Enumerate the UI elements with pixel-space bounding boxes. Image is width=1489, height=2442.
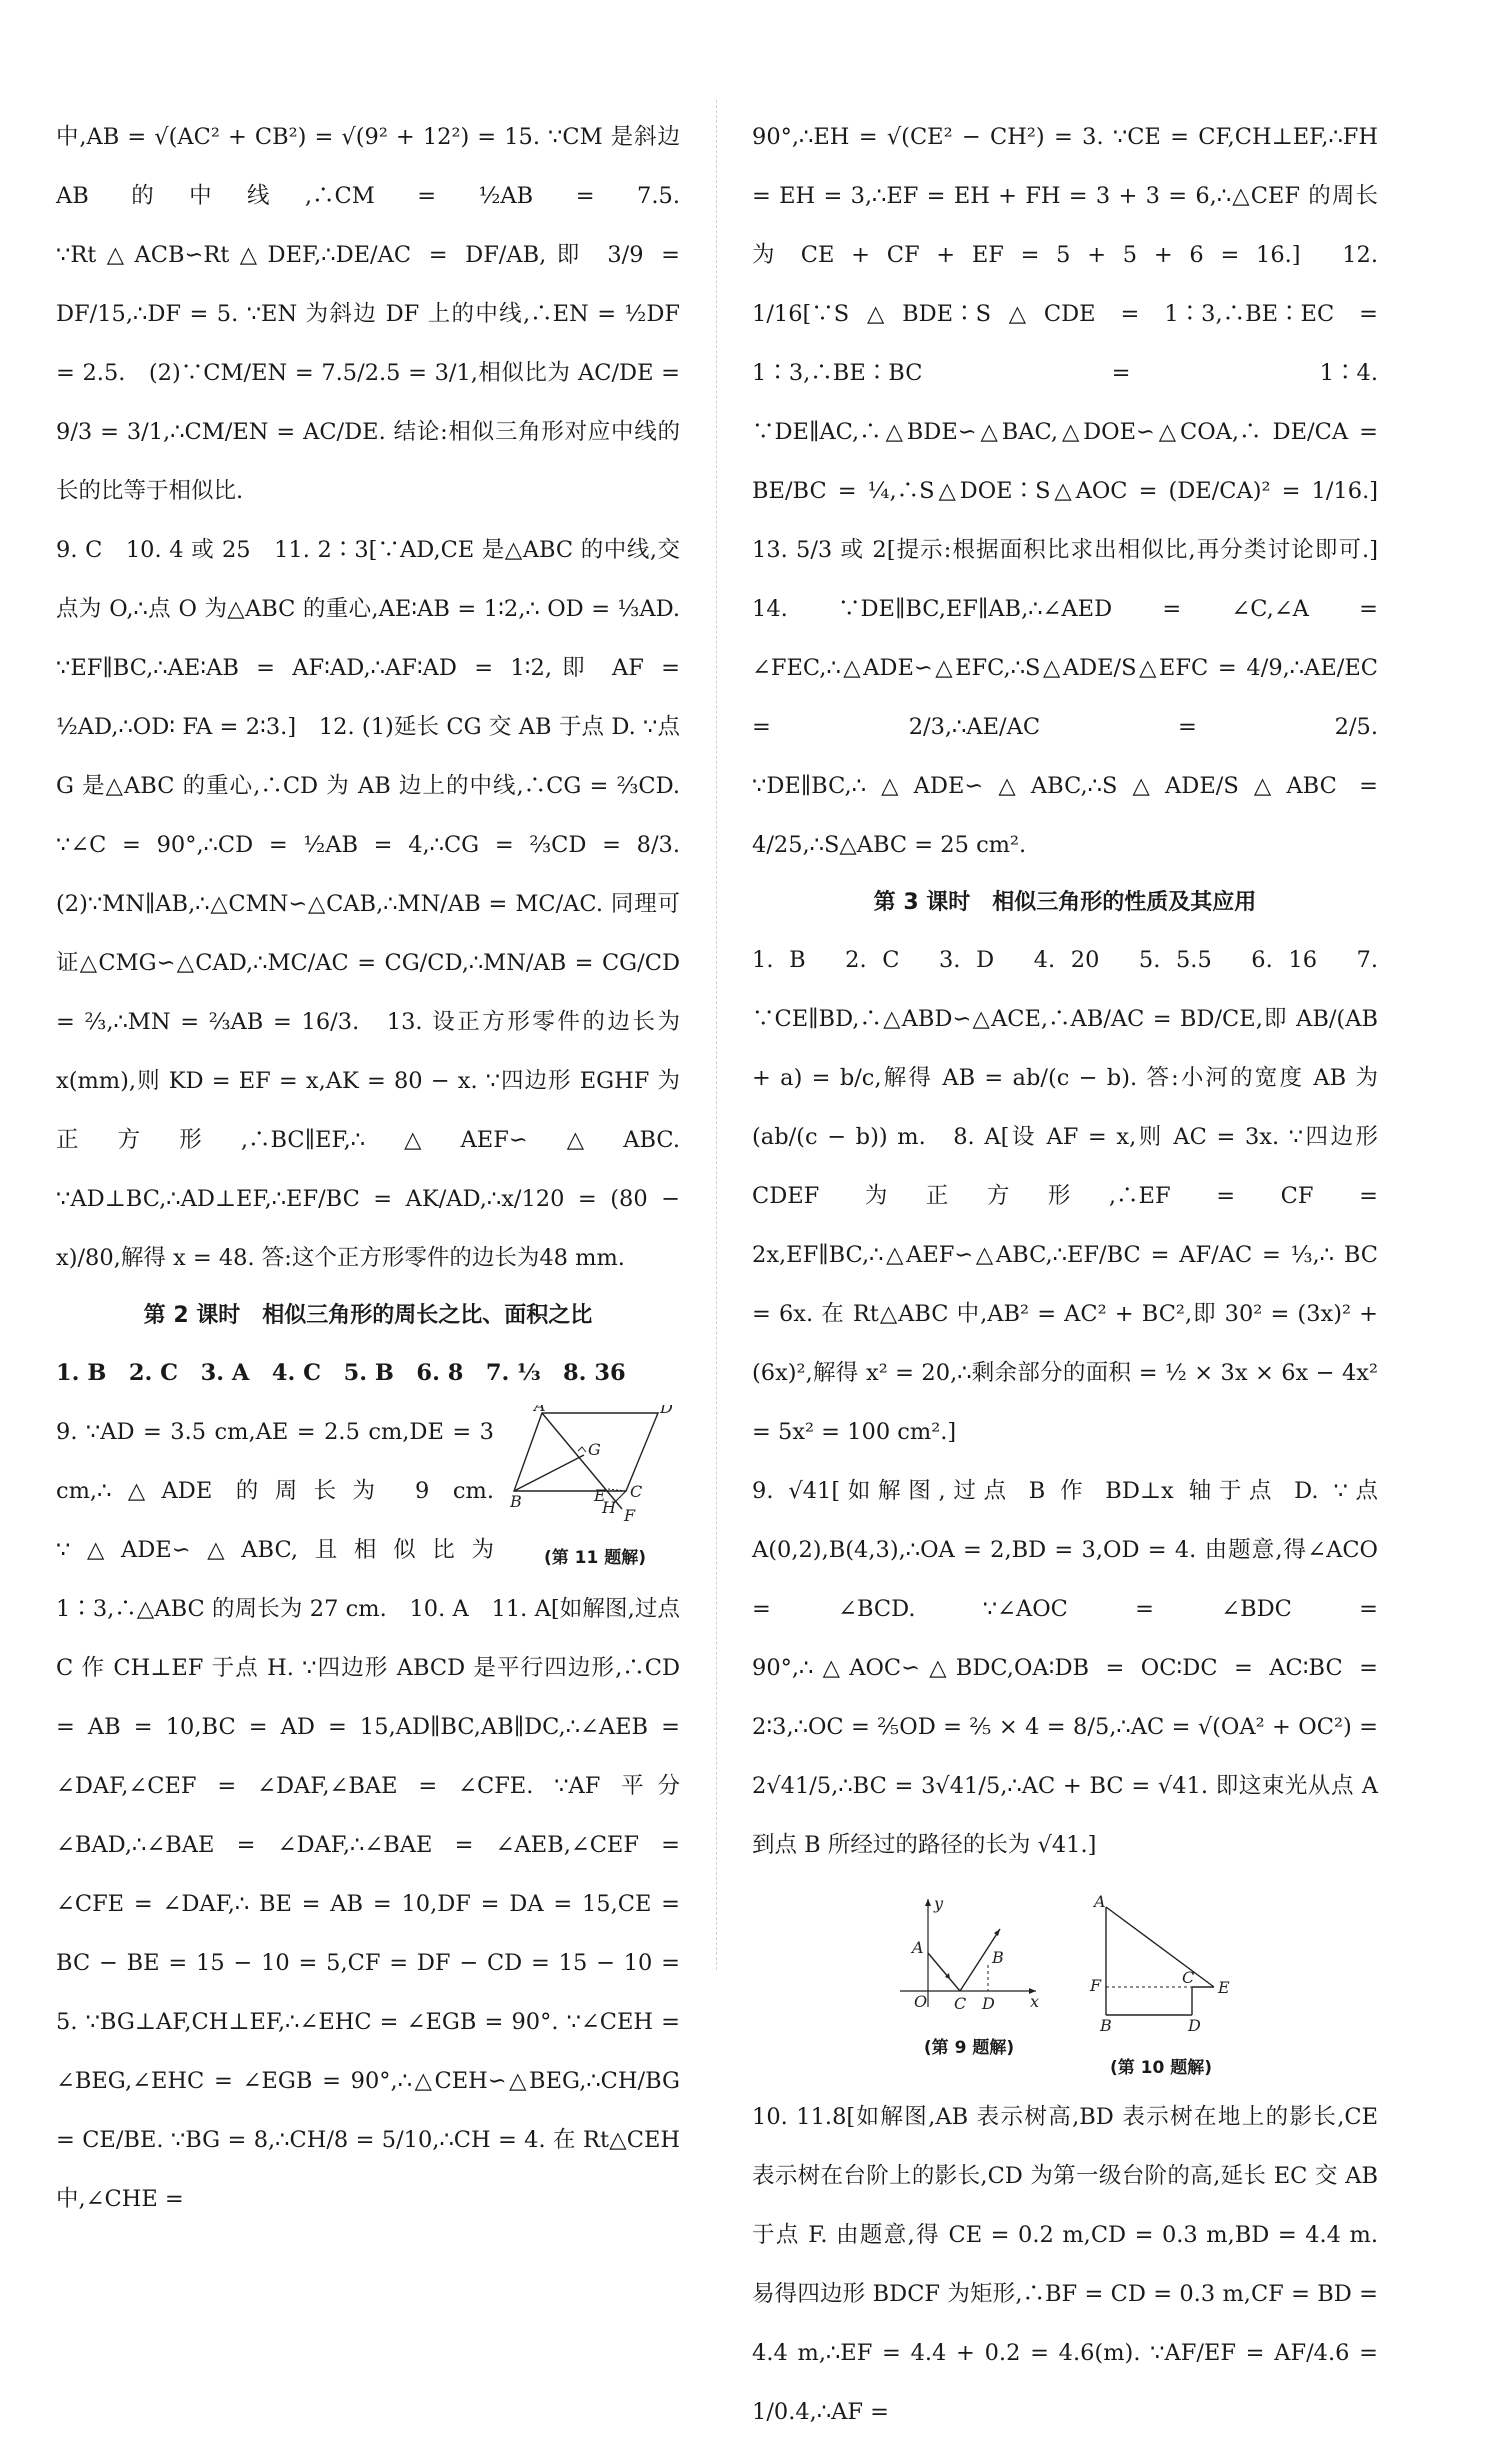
solution-text-l2-9-11 bbox=[56, 1403, 680, 2229]
solution-text-l2-9-11-body: 9. ∵AD = 3.5 cm,AE = 2.5 cm,DE = 3 cm,∴△ADE 的周长为 9 cm. ∵△ADE∽△ABC,且相似比为 1∶3,∴△ABC 的周长为 27 cm. 10. A 11. A[如解图,过点 C 作 CH⊥EF 于点 H. ∵四边形 ABCD 是平行四边形,∴CD = AB = 10,BC = AD = 15,AD∥BC,AB∥DC,∴∠AEB = ∠DAF,∠CEF = ∠DAF,∠BAE = ∠CFE. ∵AF 平分∠BAD,∴∠BAE = ∠DAF,∴∠BAE = ∠AEB,∠CEF = ∠CFE = ∠DAF,∴ BE = AB = 10,DF = DA = 15,CE = BC − BE = 15 − 10 = 5,CF = DF − CD = 15 − 10 = 5. ∵BG⊥AF,CH⊥EF,∴∠EHC = ∠EGB = 90°. ∵∠CEH = ∠BEG,∠EHC = ∠EGB = 90°,∴△CEH∽△BEG,∴CH/BG = CE/BE. ∵BG = 8,∴CH/8 = 5/10,∴CH = 4. 在 Rt△CEH 中,∠CHE = bbox=[56, 1419, 680, 2212]
figure-11-diagram bbox=[510, 1405, 680, 1523]
figure-11 bbox=[510, 1405, 680, 1570]
figure-10 bbox=[1086, 1893, 1236, 2080]
fig9-label-O: O bbox=[914, 1992, 928, 2011]
fig10-label-F: F bbox=[1090, 1976, 1102, 1995]
lesson2-choice-answers: 1. B 2. C 3. A 4. C 5. B 6. 8 7. ⅓ 8. 36 bbox=[56, 1360, 626, 1386]
fig11-label-D: D bbox=[660, 1405, 673, 1417]
figure-10-diagram bbox=[1086, 1893, 1236, 2033]
fig11-label-C: C bbox=[630, 1482, 643, 1501]
fig11-label-A: A bbox=[534, 1405, 546, 1415]
lesson3-title: 第 3 课时 相似三角形的性质及其应用 bbox=[873, 890, 1257, 915]
left-column bbox=[56, 108, 703, 2229]
fig9-label-x: x bbox=[1030, 1992, 1040, 2011]
fig9-label-B: B bbox=[992, 1948, 1004, 1967]
figure-row bbox=[752, 1893, 1378, 2080]
solution-text-l3-9: 9. √41[如解图,过点 B 作 BD⊥x 轴于点 D. ∵点 A(0,2),B(4,3),∴OA = 2,BD = 3,OD = 4. 由题意,得∠ACO = ∠BCD. ∵∠AOC = ∠BDC = 90°,∴△AOC∽△BDC,OA∶DB = OC∶DC = AC∶BC = 2∶3,∴OC = ⅖OD = ⅖ × 4 = 8/5,∴AC = √(OA² + OC²) = 2√41/5,∴BC = 3√41/5,∴AC + BC = √41. 即这束光从点 A 到点 B 所经过的路径的长为 √41.] bbox=[752, 1478, 1378, 1858]
fig11-label-F: F bbox=[624, 1506, 636, 1523]
fig11-label-B: B bbox=[510, 1492, 522, 1511]
solution-text-right-top: 90°,∴EH = √(CE² − CH²) = 3. ∵CE = CF,CH⊥EF,∴FH = EH = 3,∴EF = EH + FH = 3 + 3 = 6,∴△CEF 的周长为 CE + CF + EF = 5 + 5 + 6 = 16.] 12. 1/16[∵S△BDE∶S△CDE = 1∶3,∴BE∶EC = 1∶3,∴BE∶BC = 1∶4. ∵DE∥AC,∴△BDE∽△BAC,△DOE∽△COA,∴ DE/CA = BE/BC = ¼,∴S△DOE∶S△AOC = (DE/CA)² = 1/16.] 13. 5/3 或 2[提示:根据面积比求出相似比,再分类讨论即可.] 14. ∵DE∥BC,EF∥AB,∴∠AED = ∠C,∠A = ∠FEC,∴△ADE∽△EFC,∴S△ADE/S△EFC = 4/9,∴AE/EC = 2/3,∴AE/AC = 2/5. ∵DE∥BC,∴△ADE∽△ABC,∴S△ADE/S△ABC = 4/25,∴S△ABC = 25 cm². bbox=[752, 124, 1401, 858]
solution-text-9-13: 9. C 10. 4 或 25 11. 2∶3[∵AD,CE 是△ABC 的中线,交点为 O,∴点 O 为△ABC 的重心,AE∶AB = 1∶2,∴ OD = ⅓AD. ∵EF∥BC,∴AE∶AB = AF∶AD,∴AF∶AD = 1∶2,即 AF = ½AD,∴OD∶ FA = 2∶3.] 12. (1)延长 CG 交 AB 于点 D. ∵点 G 是△ABC 的重心,∴CD 为 AB 边上的中线,∴CG = ⅔CD. ∵∠C = 90°,∴CD = ½AB = 4,∴CG = ⅔CD = 8/3. (2)∵MN∥AB,∴△CMN∽△CAB,∴MN/AB = MC/AC. 同理可证△CMG∽△CAD,∴MC/AC = CG/CD,∴MN/AB = CG/CD = ⅔,∴MN = ⅔AB = 16/3. 13. 设正方形零件的边长为 x(mm),则 KD = EF = x,AK = 80 − x. ∵四边形 EGHF 为正方形,∴BC∥EF,∴△AEF∽△ABC. ∵AD⊥BC,∴AD⊥EF,∴EF/BC = AK/AD,∴x/120 = (80 − x)/80,解得 x = 48. 答:这个正方形零件的边长为48 mm. bbox=[56, 537, 703, 1271]
figure-9-diagram bbox=[894, 1893, 1044, 2013]
lesson2-title: 第 2 课时 相似三角形的周长之比、面积之比 bbox=[143, 1303, 593, 1328]
fig9-label-y: y bbox=[934, 1894, 944, 1913]
figure-9 bbox=[894, 1893, 1044, 2080]
figure-9-caption: (第 9 题解) bbox=[923, 2038, 1015, 2058]
right-column bbox=[752, 108, 1401, 2442]
fig11-label-H: H bbox=[602, 1498, 616, 1517]
figure-10-caption: (第 10 题解) bbox=[1109, 2058, 1213, 2078]
solution-text-intro: 中,AB = √(AC² + CB²) = √(9² + 12²) = 15. ∵CM 是斜边 AB 的中线,∴CM = ½AB = 7.5. ∵Rt△ACB∽Rt△DEF,∴DE/AC = DF/AB,即 3/9 = DF/15,∴DF = 5. ∵EN 为斜边 DF 上的中线,∴EN = ½DF = 2.5. (2)∵CM/EN = 7.5/2.5 = 3/1,相似比为 AC/DE = 9/3 = 3/1,∴CM/EN = AC/DE. 结论:相似三角形对应中线的长的比等于相似比. bbox=[56, 124, 680, 504]
fig11-label-E: E bbox=[594, 1486, 606, 1505]
fig9-label-A: A bbox=[912, 1938, 924, 1957]
fig11-label-G: G bbox=[588, 1440, 601, 1459]
figure-11-caption: (第 11 题解) bbox=[543, 1548, 647, 1568]
solution-text-l3-1-8: 1. B 2. C 3. D 4. 20 5. 5.5 6. 16 7. ∵CE∥BD,∴△ABD∽△ACE,∴AB/AC = BD/CE,即 AB/(AB + a) = b/c,解得 AB = ab/(c − b). 答:小河的宽度 AB 为 (ab/(c − b)) m. 8. A[设 AF = x,则 AC = 3x. ∵四边形 CDEF 为正方形,∴EF = CF = 2x,EF∥BC,∴△AEF∽△ABC,∴EF/BC = AF/AC = ⅓,∴ BC = 6x. 在 Rt△ABC 中,AB² = AC² + BC²,即 30² = (3x)² + (6x)²,解得 x² = 20,∴剩余部分的面积 = ½ × 3x × 6x − 4x² = 5x² = 100 cm².] bbox=[752, 947, 1378, 1445]
fig9-label-D: D bbox=[982, 1994, 995, 2013]
fig10-label-E: E bbox=[1218, 1978, 1230, 1997]
solution-text-l3-10: 10. 11.8[如解图,AB 表示树高,BD 表示树在地上的影长,CE 表示树在台阶上的影长,CD 为第一级台阶的高,延长 EC 交 AB 于点 F. 由题意,得 CE = 0.2 m,CD = 0.3 m,BD = 4.4 m. 易得四边形 BDCF 为矩形,∴BF = CD = 0.3 m,CF = BD = 4.4 m,∴EF = 4.4 + 0.2 = 4.6(m). ∵AF/EF = AF/4.6 = 1/0.4,∴AF = bbox=[752, 2104, 1378, 2425]
fig9-label-C: C bbox=[954, 1994, 967, 2013]
fig10-label-C: C bbox=[1182, 1968, 1195, 1987]
fig10-label-A: A bbox=[1094, 1893, 1106, 1911]
fig10-label-D: D bbox=[1188, 2016, 1201, 2033]
fig10-label-B: B bbox=[1100, 2016, 1112, 2033]
column-divider bbox=[716, 100, 717, 1970]
